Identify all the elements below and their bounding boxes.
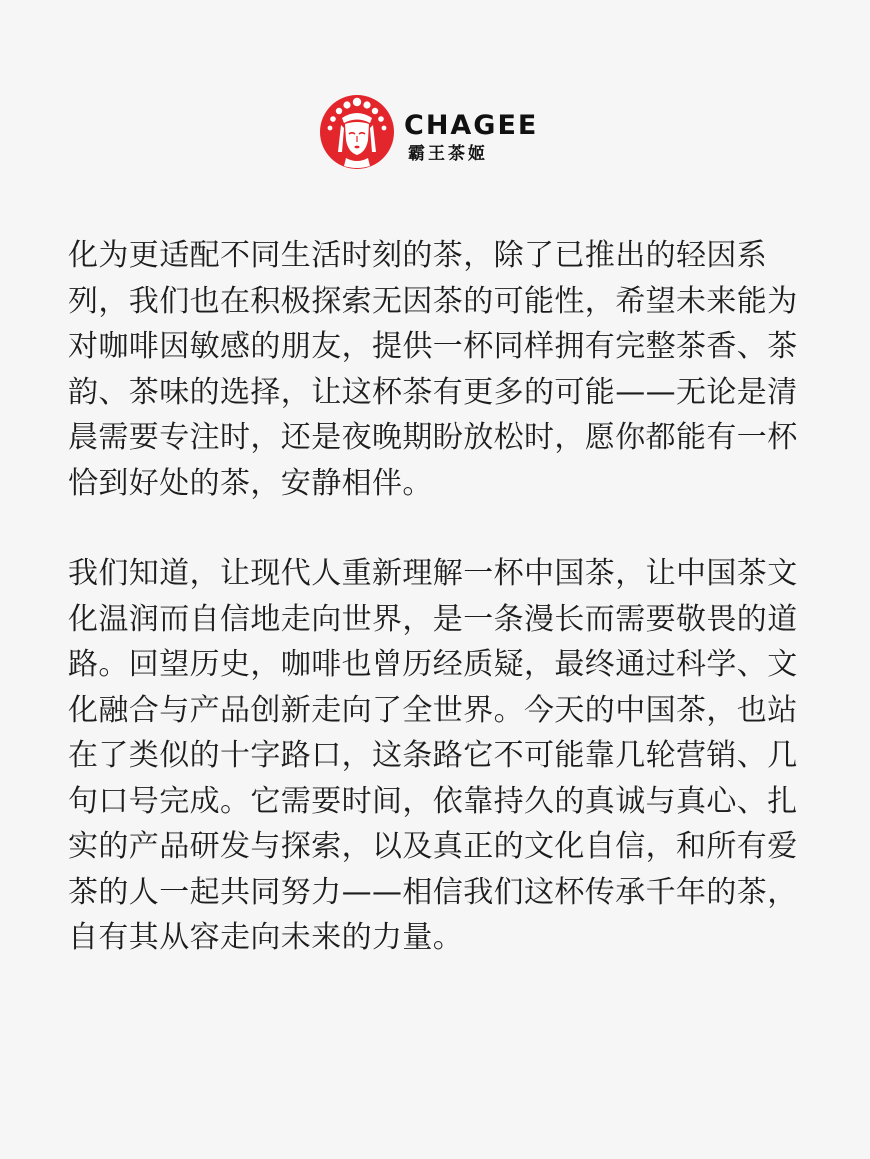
opera-face-logo-icon bbox=[318, 92, 396, 172]
paragraph-2: 我们知道，让现代人重新理解一杯中国茶，让中国茶文化温润而自信地走向世界，是一条漫长而需要敬畏的道路。回望历史，咖啡也曾历经质疑，最终通过科学、文化融合与产品创新走向了全世界。今天的中国茶，也站在了类似的十字路口，这条路它不可能靠几轮营销、几句口号完成。它需要时间，依靠持久的真诚与真心、扎实的产品研发与探索，以及真正的文化自信，和所有爱茶的人一起共同努力——相信我们这杯传承千年的茶，自有其从容走向未来的力量。 bbox=[68, 556, 798, 955]
brand-header bbox=[0, 92, 870, 182]
paragraph-1: 化为更适配不同生活时刻的茶，除了已推出的轻因系列，我们也在积极探索无因茶的可能性，希望未来能为对咖啡因敏感的朋友，提供一杯同样拥有完整茶香、茶韵、茶味的选择，让这杯茶有更多的可能——无论是清晨需要专注时，还是夜晚期盼放松时，愿你都能有一杯恰到好处的茶，安静相伴。 bbox=[68, 238, 798, 501]
article-body bbox=[68, 233, 808, 961]
brand-name-en: CHAGEE bbox=[404, 110, 539, 141]
brand-wordmark bbox=[404, 111, 574, 164]
paragraph-spacer bbox=[68, 506, 808, 551]
brand-name-cn: 霸王茶姬 bbox=[408, 144, 488, 164]
